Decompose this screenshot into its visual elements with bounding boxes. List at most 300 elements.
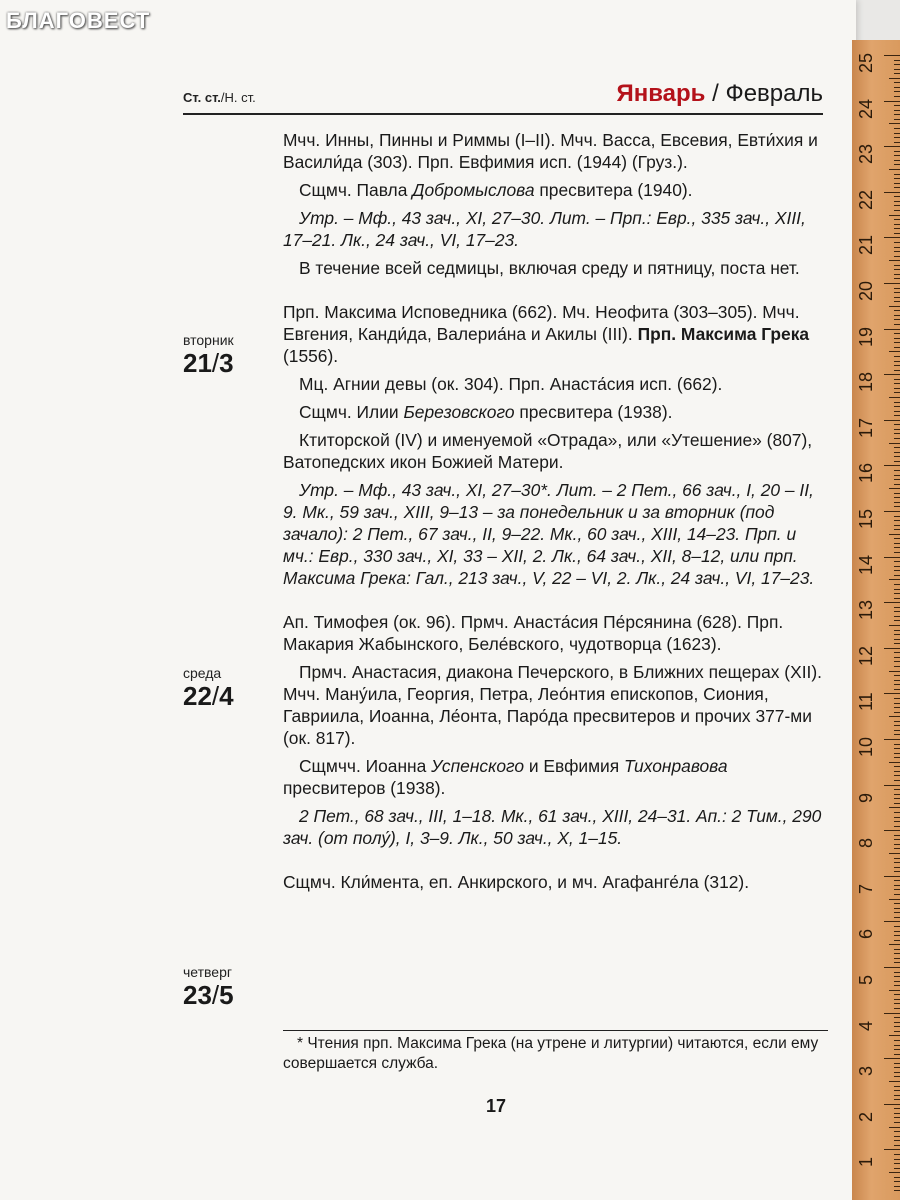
ruler-tick-minor <box>894 1145 900 1146</box>
ruler-tick-minor <box>894 1008 900 1009</box>
ruler-tick-minor <box>894 1095 900 1096</box>
ruler-tick-major <box>884 648 900 649</box>
ruler-tick-minor <box>894 205 900 206</box>
ruler-tick-minor <box>894 744 900 745</box>
readings: Утр. – Мф., 43 зач., XI, 27–30. Лит. – Прп.: Евр., 335 зач., XIII, 17–21. Лк., 24 зач., VI, 17–23. <box>283 208 806 250</box>
ruler-tick-minor <box>894 342 900 343</box>
ruler-tick-minor <box>889 1035 900 1036</box>
ruler-tick-minor <box>894 224 900 225</box>
ruler-tick-minor <box>894 242 900 243</box>
ruler-tick-minor <box>894 415 900 416</box>
ruler-tick-minor <box>894 926 900 927</box>
footnote-rule <box>283 1030 828 1031</box>
ruler-tick-minor <box>894 794 900 795</box>
ruler-tick-minor <box>889 443 900 444</box>
ruler-tick-major <box>884 329 900 330</box>
ruler-tick-minor <box>894 593 900 594</box>
ruler-tick-minor <box>894 1136 900 1137</box>
readings: 2 Пет., 68 зач., III, 1–18. Мк., 61 зач., XIII, 24–31. Ап.: 2 Тим., 290 зач. (от полу́), I, 3–9. Лк., 50 зач., X, 1–15. <box>283 806 822 848</box>
ruler-tick-minor <box>894 867 900 868</box>
ruler-tick-minor <box>894 798 900 799</box>
ruler-tick-minor <box>894 703 900 704</box>
day-number: 21/3 <box>183 348 234 378</box>
ruler-tick-minor <box>894 201 900 202</box>
ruler-tick-minor <box>894 502 900 503</box>
ruler-tick-minor <box>894 607 900 608</box>
ruler-tick-minor <box>894 657 900 658</box>
ruler-tick-minor <box>894 233 900 234</box>
ruler-tick-minor <box>894 196 900 197</box>
ruler-tick-minor <box>894 114 900 115</box>
ruler-tick-minor <box>894 880 900 881</box>
ruler-tick-minor <box>894 666 900 667</box>
ruler-tick-minor <box>894 1017 900 1018</box>
ruler-tick-minor <box>894 1086 900 1087</box>
ruler-tick-minor <box>894 611 900 612</box>
ruler-tick-minor <box>894 684 900 685</box>
ruler-tick-minor <box>894 402 900 403</box>
ruler-tick-minor <box>894 561 900 562</box>
ruler-tick-minor <box>894 630 900 631</box>
ruler-tick-minor <box>894 661 900 662</box>
ruler-number: 15 <box>856 508 876 529</box>
ruler-tick-minor <box>894 1067 900 1068</box>
paragraph: Мчч. Инны, Пинны и Риммы (I–II). Мчч. Васса, Евсевия, Евти́хия и Васили́да (303). Прп. Евфимия исп. (1944) (Груз.). <box>283 130 818 172</box>
ruler-tick-minor <box>894 826 900 827</box>
ruler-tick-minor <box>894 388 900 389</box>
ruler-tick-minor <box>894 675 900 676</box>
ruler-tick-minor <box>894 269 900 270</box>
ruler-tick-major <box>884 921 900 922</box>
ruler-tick-major <box>884 101 900 102</box>
ruler-number: 10 <box>856 736 876 757</box>
ruler-tick-minor <box>894 310 900 311</box>
ruler-tick-minor <box>894 133 900 134</box>
ruler-tick-minor <box>894 406 900 407</box>
ruler-number: 18 <box>856 372 876 393</box>
ruler-tick-minor <box>894 1003 900 1004</box>
ruler-tick-minor <box>894 753 900 754</box>
wooden-ruler <box>852 40 900 1200</box>
ruler-tick-minor <box>894 315 900 316</box>
ruler-tick-minor <box>894 1063 900 1064</box>
ruler-tick-minor <box>889 78 900 79</box>
ruler-tick-minor <box>894 1045 900 1046</box>
ruler-tick-minor <box>894 908 900 909</box>
ruler-number: 22 <box>856 189 876 210</box>
ruler-tick-minor <box>894 333 900 334</box>
ruler-tick-minor <box>894 543 900 544</box>
ruler-tick-major <box>884 693 900 694</box>
ruler-tick-minor <box>894 972 900 973</box>
ruler-tick-minor <box>894 999 900 1000</box>
ruler-tick-minor <box>894 174 900 175</box>
ruler-tick-minor <box>894 1026 900 1027</box>
paragraph: Сщмч. Илии Березовского пресвитера (1938). <box>299 402 673 422</box>
ruler-tick-minor <box>894 347 900 348</box>
ruler-tick-major <box>884 420 900 421</box>
ruler-tick-minor <box>894 1159 900 1160</box>
ruler-number: 4 <box>856 1020 876 1031</box>
ruler-tick-minor <box>894 164 900 165</box>
ruler-tick-minor <box>894 616 900 617</box>
ruler-tick-minor <box>889 534 900 535</box>
ruler-tick-major <box>884 283 900 284</box>
ruler-tick-minor <box>894 119 900 120</box>
ruler-tick-minor <box>889 579 900 580</box>
ruler-tick-minor <box>894 757 900 758</box>
ruler-tick-minor <box>894 949 900 950</box>
header-month-february: / Февраль <box>705 80 823 107</box>
ruler-tick-minor <box>894 917 900 918</box>
ruler-tick-minor <box>894 1177 900 1178</box>
running-header <box>183 80 823 116</box>
ruler-tick-minor <box>894 338 900 339</box>
day-number: 22/4 <box>183 681 234 711</box>
ruler-number: 11 <box>856 692 876 712</box>
ruler-tick-minor <box>894 981 900 982</box>
ruler-tick-minor <box>894 1122 900 1123</box>
ruler-tick-minor <box>894 497 900 498</box>
ruler-number: 12 <box>856 645 876 666</box>
ruler-tick-minor <box>894 1022 900 1023</box>
ruler-tick-minor <box>894 862 900 863</box>
ruler-tick-minor <box>894 652 900 653</box>
ruler-tick-minor <box>894 411 900 412</box>
ruler-tick-minor <box>894 748 900 749</box>
ruler-tick-minor <box>894 210 900 211</box>
ruler-tick-minor <box>894 639 900 640</box>
ruler-number: 13 <box>856 600 876 621</box>
ruler-tick-minor <box>889 853 900 854</box>
ruler-tick-minor <box>894 452 900 453</box>
ruler-tick-minor <box>894 958 900 959</box>
ruler-tick-minor <box>889 123 900 124</box>
ruler-tick-minor <box>894 931 900 932</box>
ruler-tick-minor <box>894 803 900 804</box>
paragraph: Сщмч. Кли́мента, еп. Анкирского, и мч. Агафанге́ла (312). <box>283 872 750 892</box>
ruler-tick-minor <box>894 529 900 530</box>
ruler-number: 21 <box>856 235 876 256</box>
ruler-tick-minor <box>894 288 900 289</box>
day-heading-thursday <box>183 964 234 1010</box>
calendar-text <box>283 129 828 899</box>
ruler-tick-minor <box>894 634 900 635</box>
ruler-tick-minor <box>894 940 900 941</box>
ruler-tick-minor <box>894 73 900 74</box>
ruler-tick-minor <box>894 96 900 97</box>
ruler-tick-minor <box>894 584 900 585</box>
ruler-tick-minor <box>894 379 900 380</box>
ruler-tick-minor <box>889 1127 900 1128</box>
ruler-tick-minor <box>894 698 900 699</box>
ruler-tick-minor <box>894 1054 900 1055</box>
ruler-tick-minor <box>894 976 900 977</box>
ruler-tick-minor <box>894 128 900 129</box>
ruler-tick-minor <box>894 475 900 476</box>
ruler-tick-minor <box>889 807 900 808</box>
ruler-tick-minor <box>889 944 900 945</box>
ruler-tick-minor <box>894 370 900 371</box>
ruler-tick-minor <box>894 324 900 325</box>
ruler-tick-minor <box>894 1072 900 1073</box>
ruler-tick-minor <box>894 87 900 88</box>
ruler-tick-minor <box>894 82 900 83</box>
ruler-tick-minor <box>894 689 900 690</box>
ruler-tick-minor <box>894 1117 900 1118</box>
ruler-tick-minor <box>894 552 900 553</box>
ruler-tick-major <box>884 739 900 740</box>
ruler-tick-minor <box>889 625 900 626</box>
ruler-tick-minor <box>889 899 900 900</box>
ruler-tick-minor <box>889 671 900 672</box>
ruler-tick-major <box>884 192 900 193</box>
ruler-tick-minor <box>894 620 900 621</box>
ruler-tick-minor <box>889 397 900 398</box>
ruler-tick-minor <box>894 775 900 776</box>
ruler-number: 24 <box>856 98 876 119</box>
ruler-tick-minor <box>889 488 900 489</box>
ruler-tick-minor <box>894 151 900 152</box>
ruler-tick-minor <box>894 885 900 886</box>
ruler-tick-major <box>884 1104 900 1105</box>
ruler-tick-minor <box>894 64 900 65</box>
ruler-tick-minor <box>894 566 900 567</box>
ruler-tick-minor <box>894 424 900 425</box>
watermark: БЛАГОВЕСТ <box>6 8 151 33</box>
ruler-tick-minor <box>894 844 900 845</box>
ruler-tick-major <box>884 830 900 831</box>
ruler-tick-major <box>884 602 900 603</box>
ruler-tick-minor <box>894 91 900 92</box>
ruler-tick-minor <box>889 1081 900 1082</box>
ruler-number: 6 <box>856 929 876 940</box>
ruler-tick-minor <box>894 839 900 840</box>
ruler-tick-minor <box>894 889 900 890</box>
ruler-tick-minor <box>894 265 900 266</box>
paragraph: Ктиторской (IV) и именуемой «Отрада», или «Утешение» (807), Ватопедских икон Божией Матери. <box>283 430 813 472</box>
ruler-tick-minor <box>894 589 900 590</box>
ruler-tick-minor <box>894 962 900 963</box>
ruler-tick-major <box>884 967 900 968</box>
ruler-tick-minor <box>894 985 900 986</box>
ruler-tick-minor <box>894 520 900 521</box>
ruler-tick-minor <box>894 1113 900 1114</box>
ruler-tick-minor <box>894 383 900 384</box>
ruler-tick-minor <box>894 461 900 462</box>
ruler-tick-minor <box>894 1131 900 1132</box>
ruler-tick-major <box>884 557 900 558</box>
footnote: * Чтения прп. Максима Грека (на утрене и литургии) читаются, если ему совершается служба. <box>283 1035 819 1072</box>
ruler-tick-minor <box>894 721 900 722</box>
ruler-number: 23 <box>856 144 876 165</box>
ruler-tick-minor <box>894 894 900 895</box>
ruler-tick-minor <box>894 438 900 439</box>
header-month <box>616 80 823 108</box>
header-new-style: /Н. ст. <box>220 90 256 105</box>
ruler-tick-minor <box>894 155 900 156</box>
ruler-number: 5 <box>856 974 876 985</box>
ruler-tick-minor <box>889 351 900 352</box>
ruler-tick-minor <box>894 228 900 229</box>
ruler-tick-minor <box>894 871 900 872</box>
day-name: среда <box>183 665 222 681</box>
ruler-tick-minor <box>894 1076 900 1077</box>
ruler-number: 2 <box>856 1111 876 1122</box>
ruler-tick-minor <box>894 1090 900 1091</box>
ruler-tick-minor <box>894 506 900 507</box>
ruler-tick-minor <box>894 575 900 576</box>
ruler-tick-major <box>884 374 900 375</box>
ruler-tick-minor <box>894 1140 900 1141</box>
paragraph: Прмч. Анастасия, диакона Печерского, в Ближних пещерах (XII). Мчч. Ману́ила, Георгия, Петра, Лео́нтия епископов, Сиония, Гавриила, Иоанна, Ле́онта, Паро́да пресвитеров и прочих 377-ми (ок. 817). <box>283 662 822 748</box>
day-heading-tuesday <box>183 332 234 378</box>
ruler-tick-minor <box>894 1154 900 1155</box>
ruler-tick-minor <box>894 470 900 471</box>
ruler-number: 14 <box>856 554 876 575</box>
ruler-tick-minor <box>894 903 900 904</box>
ruler-tick-minor <box>889 306 900 307</box>
ruler-tick-major <box>884 465 900 466</box>
ruler-tick-minor <box>894 1163 900 1164</box>
ruler-tick-minor <box>894 256 900 257</box>
ruler-tick-minor <box>894 1031 900 1032</box>
ruler-tick-minor <box>894 858 900 859</box>
ruler-tick-minor <box>894 1108 900 1109</box>
ruler-tick-minor <box>894 912 900 913</box>
ruler-tick-minor <box>889 762 900 763</box>
ruler-tick-minor <box>894 493 900 494</box>
header-old-style: Ст. ст. <box>183 90 221 105</box>
ruler-tick-minor <box>894 278 900 279</box>
ruler-tick-minor <box>894 479 900 480</box>
ruler-tick-major <box>884 511 900 512</box>
ruler-tick-minor <box>894 812 900 813</box>
ruler-tick-minor <box>894 142 900 143</box>
header-month-january: Январь <box>616 80 706 107</box>
ruler-tick-minor <box>894 707 900 708</box>
ruler-tick-minor <box>889 260 900 261</box>
ruler-tick-major <box>884 146 900 147</box>
ruler-tick-minor <box>894 538 900 539</box>
ruler-tick-minor <box>894 712 900 713</box>
ruler-tick-minor <box>894 178 900 179</box>
header-calendar-style <box>183 90 256 105</box>
ruler-tick-major <box>884 1013 900 1014</box>
ruler-tick-minor <box>889 215 900 216</box>
ruler-number: 3 <box>856 1066 876 1077</box>
ruler-tick-minor <box>894 247 900 248</box>
ruler-tick-major <box>884 237 900 238</box>
ruler-number: 9 <box>856 792 876 803</box>
ruler-tick-minor <box>894 110 900 111</box>
ruler-tick-minor <box>894 643 900 644</box>
ruler-tick-minor <box>894 160 900 161</box>
ruler-tick-minor <box>894 789 900 790</box>
ruler-tick-minor <box>894 301 900 302</box>
ruler-tick-minor <box>894 484 900 485</box>
day-name: четверг <box>183 964 232 980</box>
ruler-tick-minor <box>894 821 900 822</box>
ruler-tick-minor <box>894 835 900 836</box>
ruler-tick-major <box>884 55 900 56</box>
ruler-number: 8 <box>856 838 876 849</box>
paragraph: Сщмчч. Иоанна Успенского и Евфимия Тихонравова пресвитеров (1938). <box>283 756 728 798</box>
ruler-tick-minor <box>894 771 900 772</box>
ruler-number: 20 <box>856 280 876 301</box>
ruler-tick-minor <box>894 516 900 517</box>
ruler-tick-minor <box>894 361 900 362</box>
ruler-tick-minor <box>894 1049 900 1050</box>
ruler-tick-minor <box>894 1190 900 1191</box>
ruler-tick-minor <box>894 60 900 61</box>
ruler-tick-minor <box>894 274 900 275</box>
ruler-number: 17 <box>856 417 876 438</box>
ruler-tick-minor <box>894 292 900 293</box>
ruler-number: 7 <box>856 883 876 894</box>
ruler-number: 1 <box>856 1157 876 1168</box>
ruler-tick-minor <box>894 766 900 767</box>
ruler-tick-minor <box>894 105 900 106</box>
ruler-tick-minor <box>894 137 900 138</box>
ruler-tick-minor <box>894 1040 900 1041</box>
ruler-tick-minor <box>894 780 900 781</box>
header-rule <box>183 113 823 115</box>
ruler-tick-minor <box>894 935 900 936</box>
ruler-tick-minor <box>894 994 900 995</box>
ruler-tick-minor <box>889 716 900 717</box>
ruler-tick-minor <box>894 319 900 320</box>
day-number: 23/5 <box>183 980 234 1010</box>
ruler-tick-minor <box>894 251 900 252</box>
ruler-tick-minor <box>894 433 900 434</box>
ruler-tick-minor <box>894 219 900 220</box>
paragraph: Мц. Агнии девы (ок. 304). Прп. Анаста́сия исп. (662). <box>299 374 723 394</box>
ruler-tick-minor <box>894 570 900 571</box>
ruler-number: 19 <box>856 326 876 347</box>
readings: Утр. – Мф., 43 зач., XI, 27–30*. Лит. – 2 Пет., 66 зач., I, 20 – II, 9. Мк., 59 зач., XIII, 9–13 – за понедельник и за вторник (под зачало): 2 Пет., 67 зач., II, 9–22. Мк., 60 зач., XIII, 14–23. Прп. и мч.: Евр., 330 зач., XI, 33 – XII, 2. Лк., 64 зач., XII, 8–12, или прп. Максима Грека: Гал., 213 зач., V, 22 – VI, 2. Лк., 24 зач., VI, 17–23. <box>283 480 815 588</box>
day-name: вторник <box>183 332 234 348</box>
ruler-tick-minor <box>894 392 900 393</box>
ruler-tick-minor <box>894 547 900 548</box>
ruler-tick-major <box>884 876 900 877</box>
paragraph: Сщмч. Павла Добромыслова пресвитера (1940). <box>299 180 693 200</box>
ruler-tick-minor <box>894 734 900 735</box>
ruler-number: 25 <box>856 52 876 73</box>
ruler-tick-major <box>884 1149 900 1150</box>
ruler-tick-minor <box>894 848 900 849</box>
ruler-tick-major <box>884 785 900 786</box>
ruler-tick-minor <box>894 187 900 188</box>
ruler-tick-minor <box>894 953 900 954</box>
ruler-tick-minor <box>894 680 900 681</box>
paragraph: Ап. Тимофея (ок. 96). Прмч. Анаста́сия Пе́рсянина (628). Прп. Макария Жабынского, Беле́вского, чудотворца (1623). <box>283 612 784 654</box>
ruler-tick-minor <box>894 69 900 70</box>
ruler-tick-minor <box>894 429 900 430</box>
ruler-tick-minor <box>894 356 900 357</box>
ruler-tick-minor <box>889 990 900 991</box>
ruler-tick-minor <box>889 169 900 170</box>
ruler-tick-minor <box>894 1186 900 1187</box>
ruler-tick-minor <box>894 456 900 457</box>
day-heading-wednesday <box>183 665 234 711</box>
ruler-tick-minor <box>889 1172 900 1173</box>
ruler-tick-major <box>884 1058 900 1059</box>
ruler-tick-minor <box>894 817 900 818</box>
ruler-tick-minor <box>894 730 900 731</box>
ruler-tick-minor <box>894 525 900 526</box>
ruler-number: 16 <box>856 463 876 484</box>
